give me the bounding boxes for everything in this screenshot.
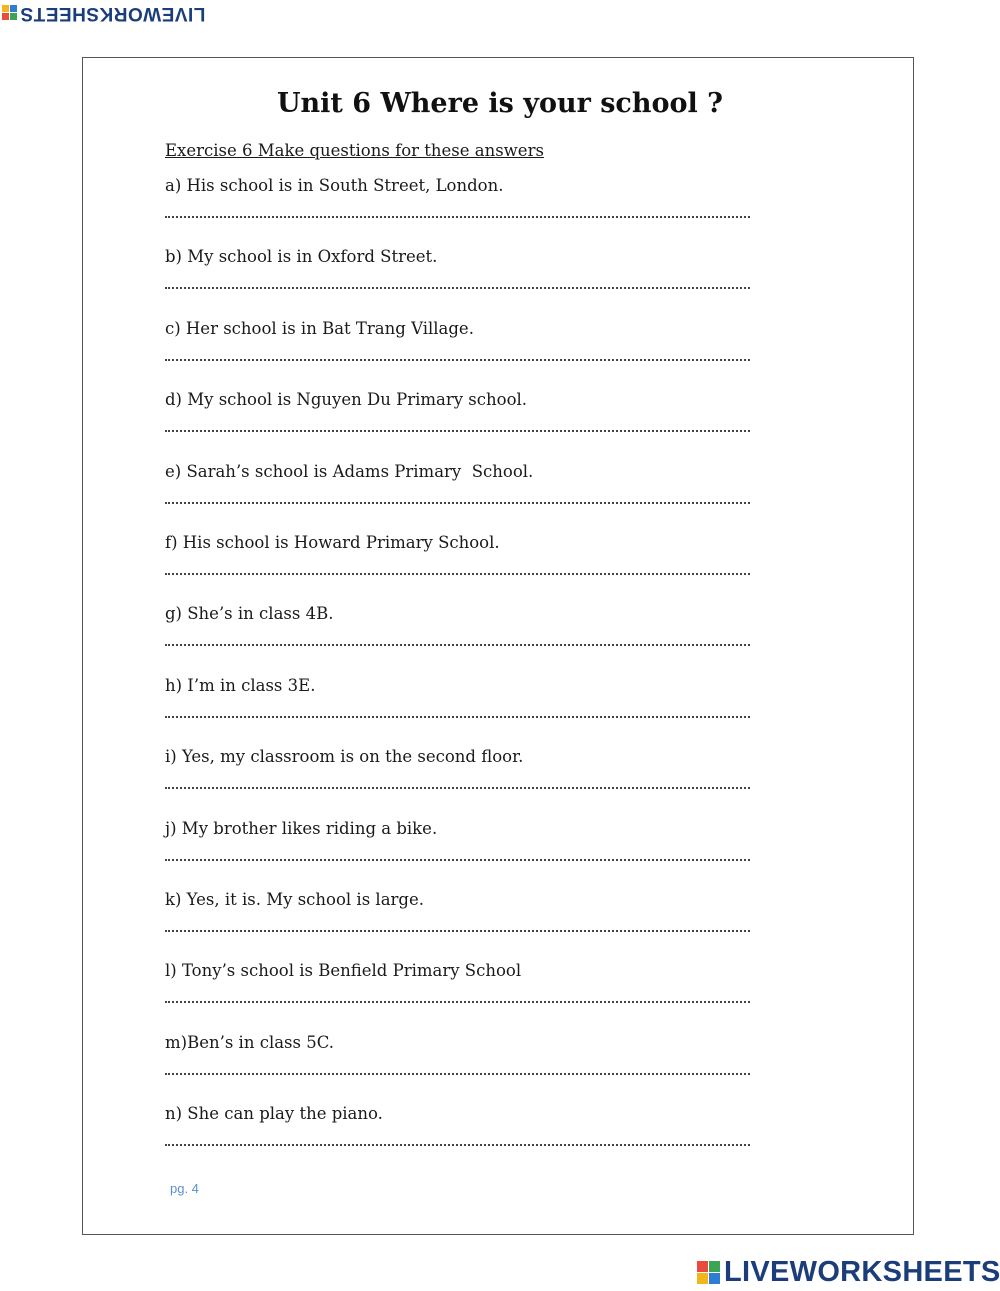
answer-prompt: i) Yes, my classroom is on the second floor. — [165, 747, 524, 767]
answer-dotted-line[interactable] — [165, 849, 750, 861]
liveworksheets-logo-mirrored — [2, 2, 205, 24]
answer-prompt: m)Ben’s in class 5C. — [165, 1032, 335, 1052]
question-item — [165, 176, 755, 248]
answer-dotted-line[interactable] — [165, 920, 750, 932]
answer-prompt: l) Tony’s school is Benfield Primary School — [165, 961, 522, 981]
answer-dotted-line[interactable] — [165, 706, 750, 718]
answer-prompt: j) My brother likes riding a bike. — [165, 818, 438, 838]
question-item — [165, 747, 755, 819]
question-item — [165, 604, 755, 676]
question-item — [165, 319, 755, 391]
answer-dotted-line[interactable] — [165, 420, 750, 432]
question-item — [165, 247, 755, 319]
answer-prompt: a) His school is in South Street, London. — [165, 176, 504, 195]
question-item — [165, 961, 755, 1033]
answer-dotted-line[interactable] — [165, 777, 750, 789]
answer-prompt: e) Sarah’s school is Adams Primary School. — [165, 461, 534, 481]
answer-dotted-line[interactable] — [165, 634, 750, 646]
page-number: pg. 4 — [170, 1181, 199, 1196]
question-item — [165, 1104, 755, 1176]
question-item — [165, 390, 755, 462]
page-title: Unit 6 Where is your school ? — [276, 88, 723, 119]
question-item — [165, 890, 755, 962]
question-item — [165, 462, 755, 534]
answer-prompt: g) She’s in class 4B. — [165, 604, 334, 624]
question-item — [165, 533, 755, 605]
answer-dotted-line[interactable] — [165, 349, 750, 361]
answer-prompt: k) Yes, it is. My school is large. — [165, 890, 424, 909]
logo-wordmark: LIVEWORKSHEETS — [20, 3, 206, 24]
question-item — [165, 819, 755, 891]
answer-prompt: c) Her school is in Bat Trang Village. — [165, 318, 474, 338]
answer-dotted-line[interactable] — [165, 563, 750, 575]
answer-prompt: n) She can play the piano. — [165, 1104, 383, 1124]
answer-dotted-line[interactable] — [165, 1063, 750, 1075]
answer-dotted-line[interactable] — [165, 492, 750, 504]
exercise-heading: Exercise 6 Make questions for these answers — [165, 141, 544, 160]
logo-wordmark: LIVEWORKSHEETS — [724, 1255, 1000, 1288]
logo-tiles-icon — [697, 1261, 720, 1284]
answer-dotted-line[interactable] — [165, 277, 750, 289]
answer-prompt: h) I’m in class 3E. — [165, 675, 316, 695]
liveworksheets-logo — [697, 1255, 1000, 1289]
question-item — [165, 676, 755, 748]
logo-tiles-icon — [2, 6, 17, 21]
answer-dotted-line[interactable] — [165, 1134, 750, 1146]
answer-prompt: f) His school is Howard Primary School. — [165, 533, 500, 552]
answer-prompt: d) My school is Nguyen Du Primary school. — [165, 390, 528, 410]
answer-prompt: b) My school is in Oxford Street. — [165, 247, 438, 267]
answer-dotted-line[interactable] — [165, 991, 750, 1003]
answer-dotted-line[interactable] — [165, 206, 750, 218]
question-item — [165, 1033, 755, 1105]
